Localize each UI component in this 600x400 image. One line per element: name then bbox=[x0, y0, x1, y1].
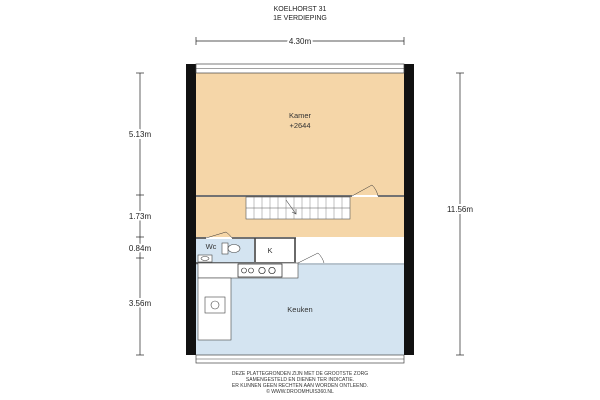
floor-title: 1E VERDIEPING bbox=[273, 15, 327, 22]
washbasin bbox=[198, 255, 212, 262]
keuken-door bbox=[298, 253, 324, 263]
left-wall bbox=[186, 64, 196, 355]
keuken-label: Keuken bbox=[287, 305, 313, 314]
kast-room bbox=[256, 239, 294, 259]
disclaimer-line-4: © WWW.DROOMHUIS360.NL bbox=[266, 389, 334, 395]
segment-2-label: 1.73m bbox=[128, 212, 152, 221]
right-wall bbox=[404, 64, 414, 355]
disclaimer-line-1: DEZE PLATTEGRONDEN ZIJN MET DE GROOTSTE ZORG bbox=[231, 371, 369, 377]
kitchen-sink bbox=[205, 297, 225, 313]
width-label: 4.30m bbox=[288, 37, 312, 46]
address-title: KOELHORST 31 bbox=[273, 6, 327, 13]
wc-label: Wc bbox=[205, 242, 217, 251]
segment-1-label: 5.13m bbox=[128, 130, 152, 139]
disclaimer-line-3: ER KUNNEN GEEN RECHTEN AAN WORDEN ONTLEEND. bbox=[231, 383, 369, 389]
total-height-label: 11.56m bbox=[446, 205, 474, 214]
total-height-dimension bbox=[447, 73, 473, 355]
kamer-code-label: +2644 bbox=[289, 121, 311, 130]
kamer-room bbox=[196, 73, 404, 195]
kamer-label: Kamer bbox=[288, 111, 312, 120]
segment-3-label: 0.84m bbox=[128, 244, 152, 253]
width-dimension bbox=[196, 37, 404, 46]
left-dimensions bbox=[129, 73, 152, 355]
stove bbox=[238, 264, 282, 277]
segment-4-label: 3.56m bbox=[128, 299, 152, 308]
staircase bbox=[246, 197, 350, 219]
disclaimer-line-2: SAMENGESTELD EN DIENEN TER INDICATIE. bbox=[245, 377, 355, 383]
kast-label: K bbox=[267, 246, 273, 255]
